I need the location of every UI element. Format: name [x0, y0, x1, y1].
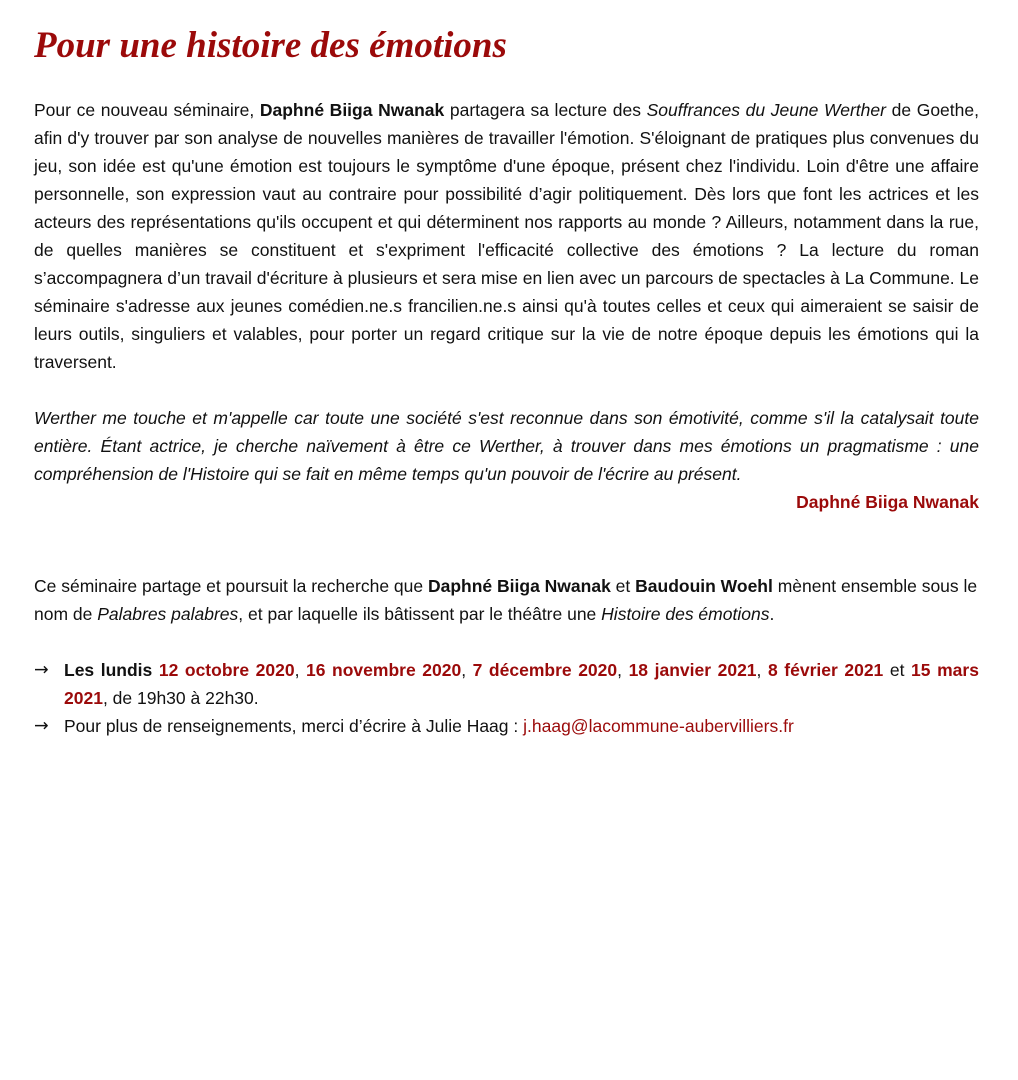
- partnership-history: Histoire des émotions: [601, 604, 770, 624]
- schedule-date: 12 octobre 2020: [158, 660, 295, 680]
- intro-author-name: Daphné Biiga Nwanak: [259, 100, 445, 120]
- schedule-date: 15 mars 2021: [64, 660, 979, 708]
- intro-paragraph: [34, 96, 979, 376]
- page-title: Pour une histoire des émotions: [34, 25, 507, 66]
- partnership-text-5: .: [769, 604, 775, 624]
- partnership-text-3: mènent ensemble sous le nom de: [34, 576, 978, 624]
- info-list: [34, 656, 979, 740]
- intro-text-1: Pour ce nouveau séminaire,: [34, 100, 260, 120]
- partnership-project: Palabres palabres: [97, 604, 239, 624]
- schedule-date: 7 décembre 2020: [472, 660, 618, 680]
- partnership-name-2: Baudouin Woehl: [635, 576, 773, 596]
- schedule-date: 16 novembre 2020: [306, 660, 462, 680]
- schedule-time: , de 19h30 à 22h30.: [102, 688, 259, 708]
- contact-text: Pour plus de renseignements, merci d’écrire à Julie Haag :: [64, 716, 524, 736]
- schedule-separator: ,: [756, 660, 768, 680]
- arrow-right-icon: →: [34, 660, 49, 680]
- schedule-date: 18 janvier 2021: [628, 660, 757, 680]
- document-page: [34, 22, 979, 740]
- schedule-separator: ,: [461, 660, 473, 680]
- partnership-text-1: Ce séminaire partage et poursuit la recherche que: [34, 576, 428, 596]
- schedule-lead: Les lundis: [64, 660, 153, 680]
- schedule-item: [34, 656, 979, 712]
- partnership-paragraph: [34, 572, 979, 628]
- schedule-and: et: [883, 660, 912, 680]
- partnership-text-4: , et par laquelle ils bâtissent par le théâtre une: [238, 604, 602, 624]
- intro-book-title: Souffrances du Jeune Werther: [646, 100, 886, 120]
- schedule-separator: ,: [294, 660, 306, 680]
- quote-paragraph: Werther me touche et m'appelle car toute une société s'est reconnue dans son émotivité, comme s'il la catalysait toute entière. Étant actrice, je cherche naïvement à être ce Werther, à trouver dans mes émotions un pragmatisme : une compréhension de l'Histoire qui se fait en même temps qu'un pouvoir de l'écrire au présent.: [34, 408, 979, 484]
- contact-item: [34, 712, 979, 740]
- arrow-right-icon: →: [34, 716, 49, 736]
- intro-text-2: partagera sa lecture des: [444, 100, 647, 120]
- intro-text-3: de Goethe, afin d'y trouver par son analyse de nouvelles manières de travailler l'émotion. S'éloignant de pratiques plus convenues du jeu, son idée est qu'une émotion est toujours le symptôme d'une époque, présent chez l'individu. Loin d'être une affaire personnelle, son expression vaut au contraire pour possibilité d’agir politiquement. Dès lors que font les actrices et les acteurs des représentations qu'ils occupent et qui déterminent nos rapports au monde ? Ailleurs, notamment dans la rue, de quelles manières se constituent et s'expriment l'efficacité collective des émotions ? La lecture du roman s’accompagnera d’un travail d'écriture à plusieurs et sera mise en lien avec un parcours de spectacles à La Commune. Le séminaire s'adresse aux jeunes comédien.ne.s francilien.ne.s ainsi qu'à toutes celles et ceux qui aimeraient se saisir de leurs outils, singuliers et valables, pour porter un regard critique sur la vie de notre époque depuis les émotions qui la traversent.: [34, 100, 979, 372]
- quote-signature: Daphné Biiga Nwanak: [796, 492, 979, 512]
- partnership-name-1: Daphné Biiga Nwanak: [427, 576, 611, 596]
- partnership-text-2: et: [610, 576, 636, 596]
- schedule-separator: ,: [617, 660, 629, 680]
- schedule-date: 8 février 2021: [767, 660, 884, 680]
- contact-email-link[interactable]: j.haag@lacommune-aubervilliers.fr: [523, 716, 794, 736]
